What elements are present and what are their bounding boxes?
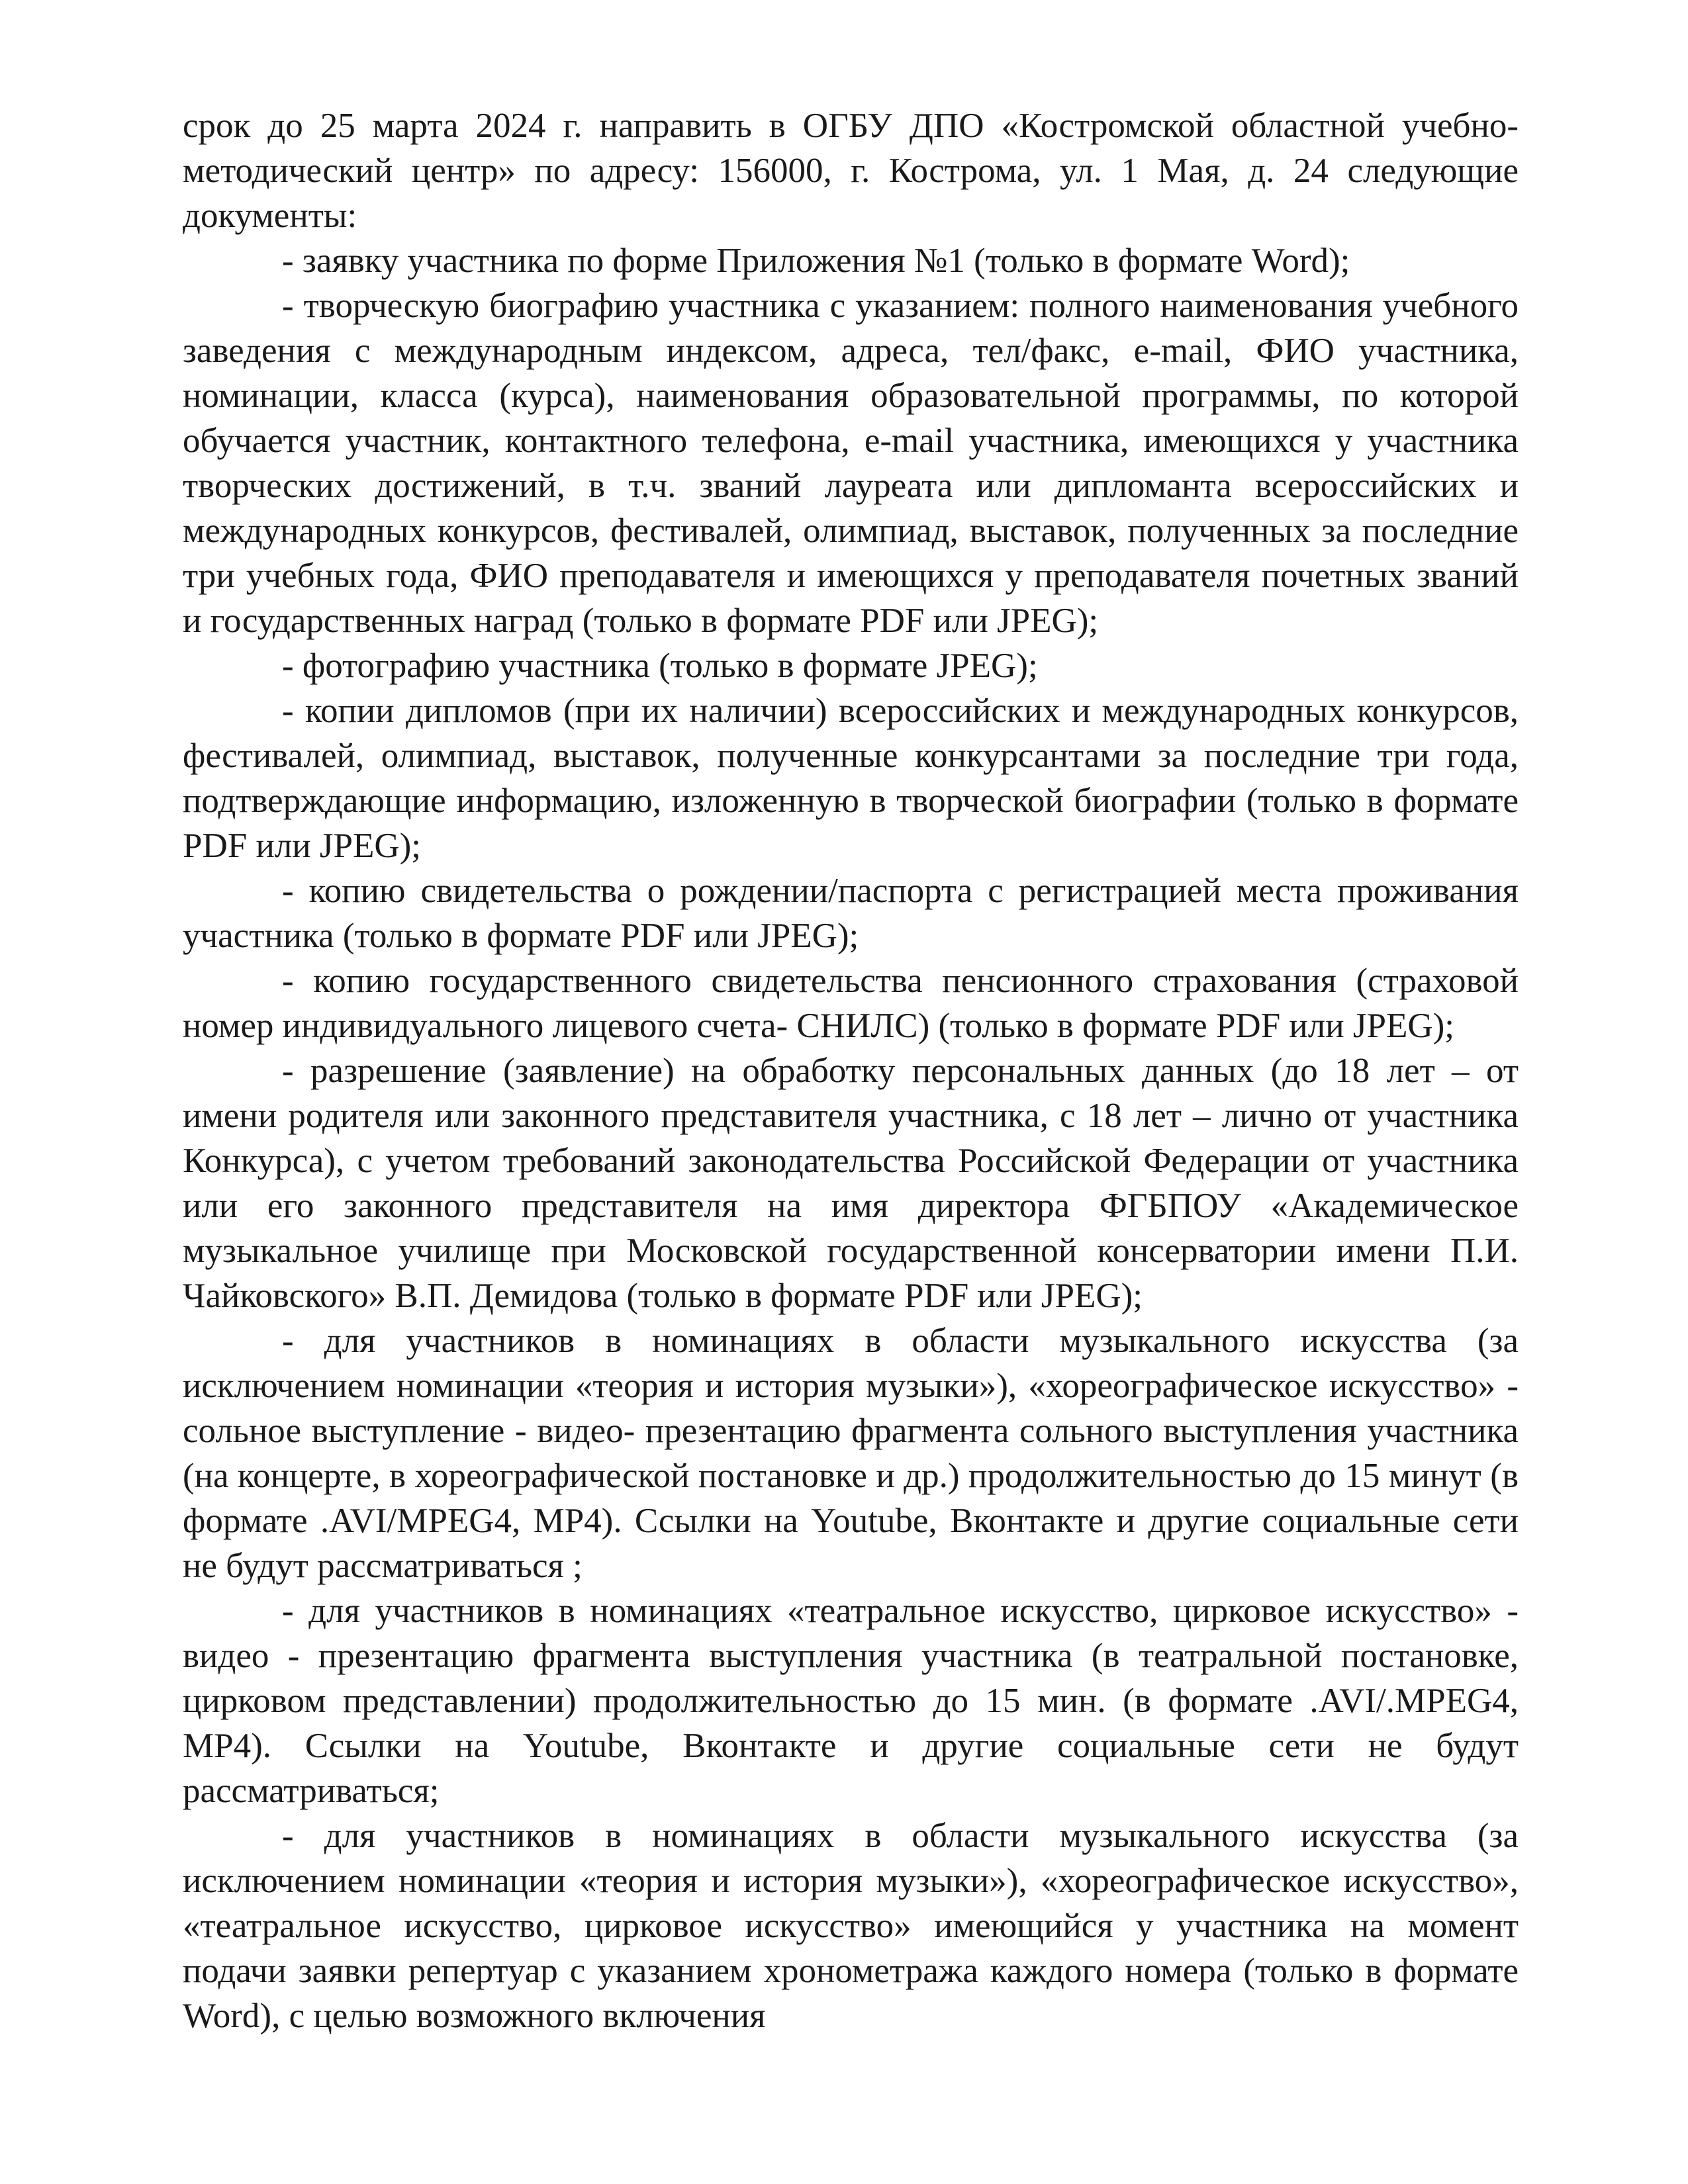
list-item-personal-data-consent: - разрешение (заявление) на обработку персональных данных (до 18 лет – от имени родителя или законного представителя участника, с 18 лет – лично от участника Конкурса), с учетом требований законодательства Российской Федерации от участника или его законного представителя на имя директора ФГБПОУ «Академическое музыкальное училище при Московской государственной консерватории имени П.И. Чайковского» В.П. Демидова (только в формате PDF или JPEG); bbox=[183, 1052, 1519, 1315]
list-item-photo: - фотографию участника (только в формате JPEG); bbox=[282, 647, 1038, 685]
list-item-theatre-circus-video: - для участников в номинациях «театральное искусство, цирковое искусство» - видео - презентацию фрагмента выступления участника (в театральной постановке, цирковом представлении) продолжительностью до 15 мин. (в формате .AVI/.MPEG4, MP4). Ссылки на Youtube, Вконтакте и другие социальные сети не будут рассматриваться; bbox=[183, 1592, 1519, 1810]
paragraph-deadline: срок до 25 марта 2024 г. направить в ОГБУ ДПО «Костромской областной учебно-методический центр» по адресу: 156000, г. Кострома, ул. 1 Мая, д. 24 следующие документы: bbox=[183, 107, 1519, 235]
list-item-biography: - творческую биографию участника с указанием: полного наименования учебного заведения с международным индексом, адреса, тел/факс, e-mail, ФИО участника, номинации, класса (курса), наименования образовательной программы, по которой обучается участник, контактного телефона, e-mail участника, имеющихся у участника творческих достижений, в т.ч. званий лауреата или дипломанта всероссийских и международных конкурсов, фестивалей, олимпиад, выставок, полученных за последние три учебных года, ФИО преподавателя и имеющихся у преподавателя почетных званий и государственных наград (только в формате PDF или JPEG); bbox=[183, 287, 1519, 640]
list-item-application: - заявку участника по форме Приложения №1 (только в формате Word); bbox=[282, 242, 1350, 280]
list-item-snils: - копию государственного свидетельства пенсионного страхования (страховой номер индивидуального лицевого счета- СНИЛС) (только в формате PDF или JPEG); bbox=[183, 962, 1519, 1045]
list-item-diplomas: - копии дипломов (при их наличии) всероссийских и международных конкурсов, фестивалей, олимпиад, выставок, полученные конкурсантами за последние три года, подтверждающие информацию, изложенную в творческой биографии (только в формате PDF или JPEG); bbox=[183, 692, 1519, 865]
list-item-repertoire: - для участников в номинациях в области музыкального искусства (за исключением номинации «теория и история музыки»), «хореографическое искусство», «театральное искусство, цирковое искусство» имеющийся у участника на момент подачи заявки репертуар с указанием хронометража каждого номера (только в формате Word), с целью возможного включения bbox=[183, 1817, 1519, 2035]
list-item-music-dance-video: - для участников в номинациях в области музыкального искусства (за исключением номинации «теория и история музыки»), «хореографическое искусство» - сольное выступление - видео- презентацию фрагмента сольного выступления участника (на концерте, в хореографической постановке и др.) продолжительностью до 15 минут (в формате .AVI/MPEG4, MP4). Ссылки на Youtube, Вконтакте и другие социальные сети не будут рассматриваться ; bbox=[183, 1322, 1519, 1585]
document-body bbox=[183, 103, 1519, 2038]
list-item-birth-certificate: - копию свидетельства о рождении/паспорта с регистрацией места проживания участника (только в формате PDF или JPEG); bbox=[183, 872, 1519, 955]
